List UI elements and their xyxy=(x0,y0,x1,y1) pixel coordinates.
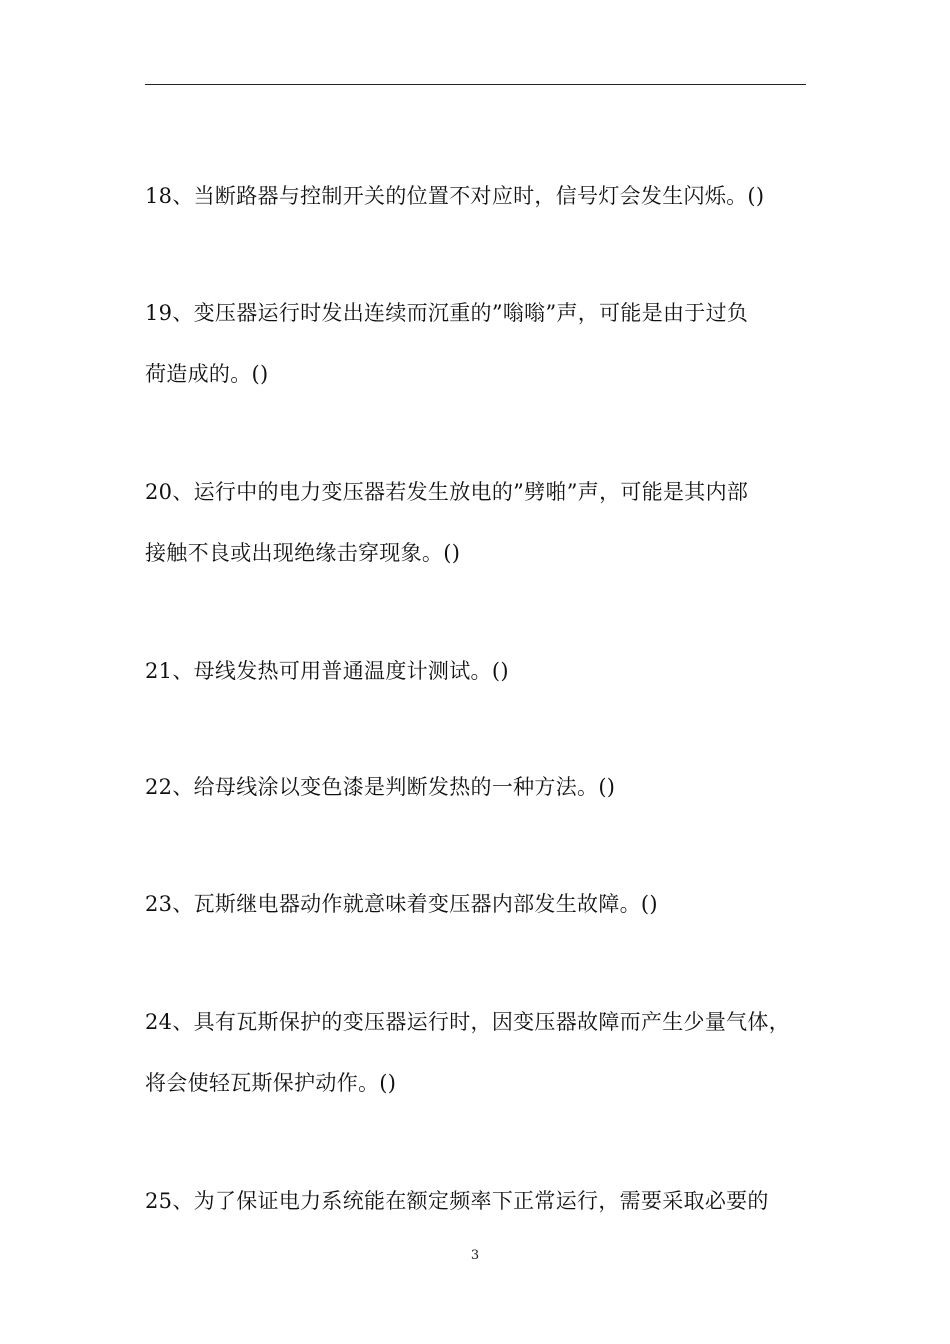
question-21-line-1: 21、母线发热可用普通温度计测试。() xyxy=(145,659,509,683)
question-24-line-2: 将会使轻瓦斯保护动作。() xyxy=(145,1071,397,1095)
question-22-line-1: 22、给母线涂以变色漆是判断发热的一种方法。() xyxy=(145,775,616,799)
question-20-line-2: 接触不良或出现绝缘击穿现象。() xyxy=(145,541,461,565)
question-25-line-1: 25、为了保证电力系统能在额定频率下正常运行，需要采取必要的 xyxy=(145,1189,769,1213)
page-number: 3 xyxy=(470,1248,480,1263)
question-18-line-1: 18、当断路器与控制开关的位置不对应时，信号灯会发生闪烁。() xyxy=(145,184,765,208)
question-24-line-1: 24、具有瓦斯保护的变压器运行时，因变压器故障而产生少量气体， xyxy=(145,1010,791,1034)
question-19-line-2: 荷造成的。() xyxy=(145,362,269,386)
question-19-line-1: 19、变压器运行时发出连续而沉重的”嗡嗡”声，可能是由于过负 xyxy=(145,301,749,325)
question-23-line-1: 23、瓦斯继电器动作就意味着变压器内部发生故障。() xyxy=(145,892,658,916)
header-rule xyxy=(145,84,806,85)
question-20-line-1: 20、运行中的电力变压器若发生放电的”劈啪”声，可能是其内部 xyxy=(145,480,749,504)
